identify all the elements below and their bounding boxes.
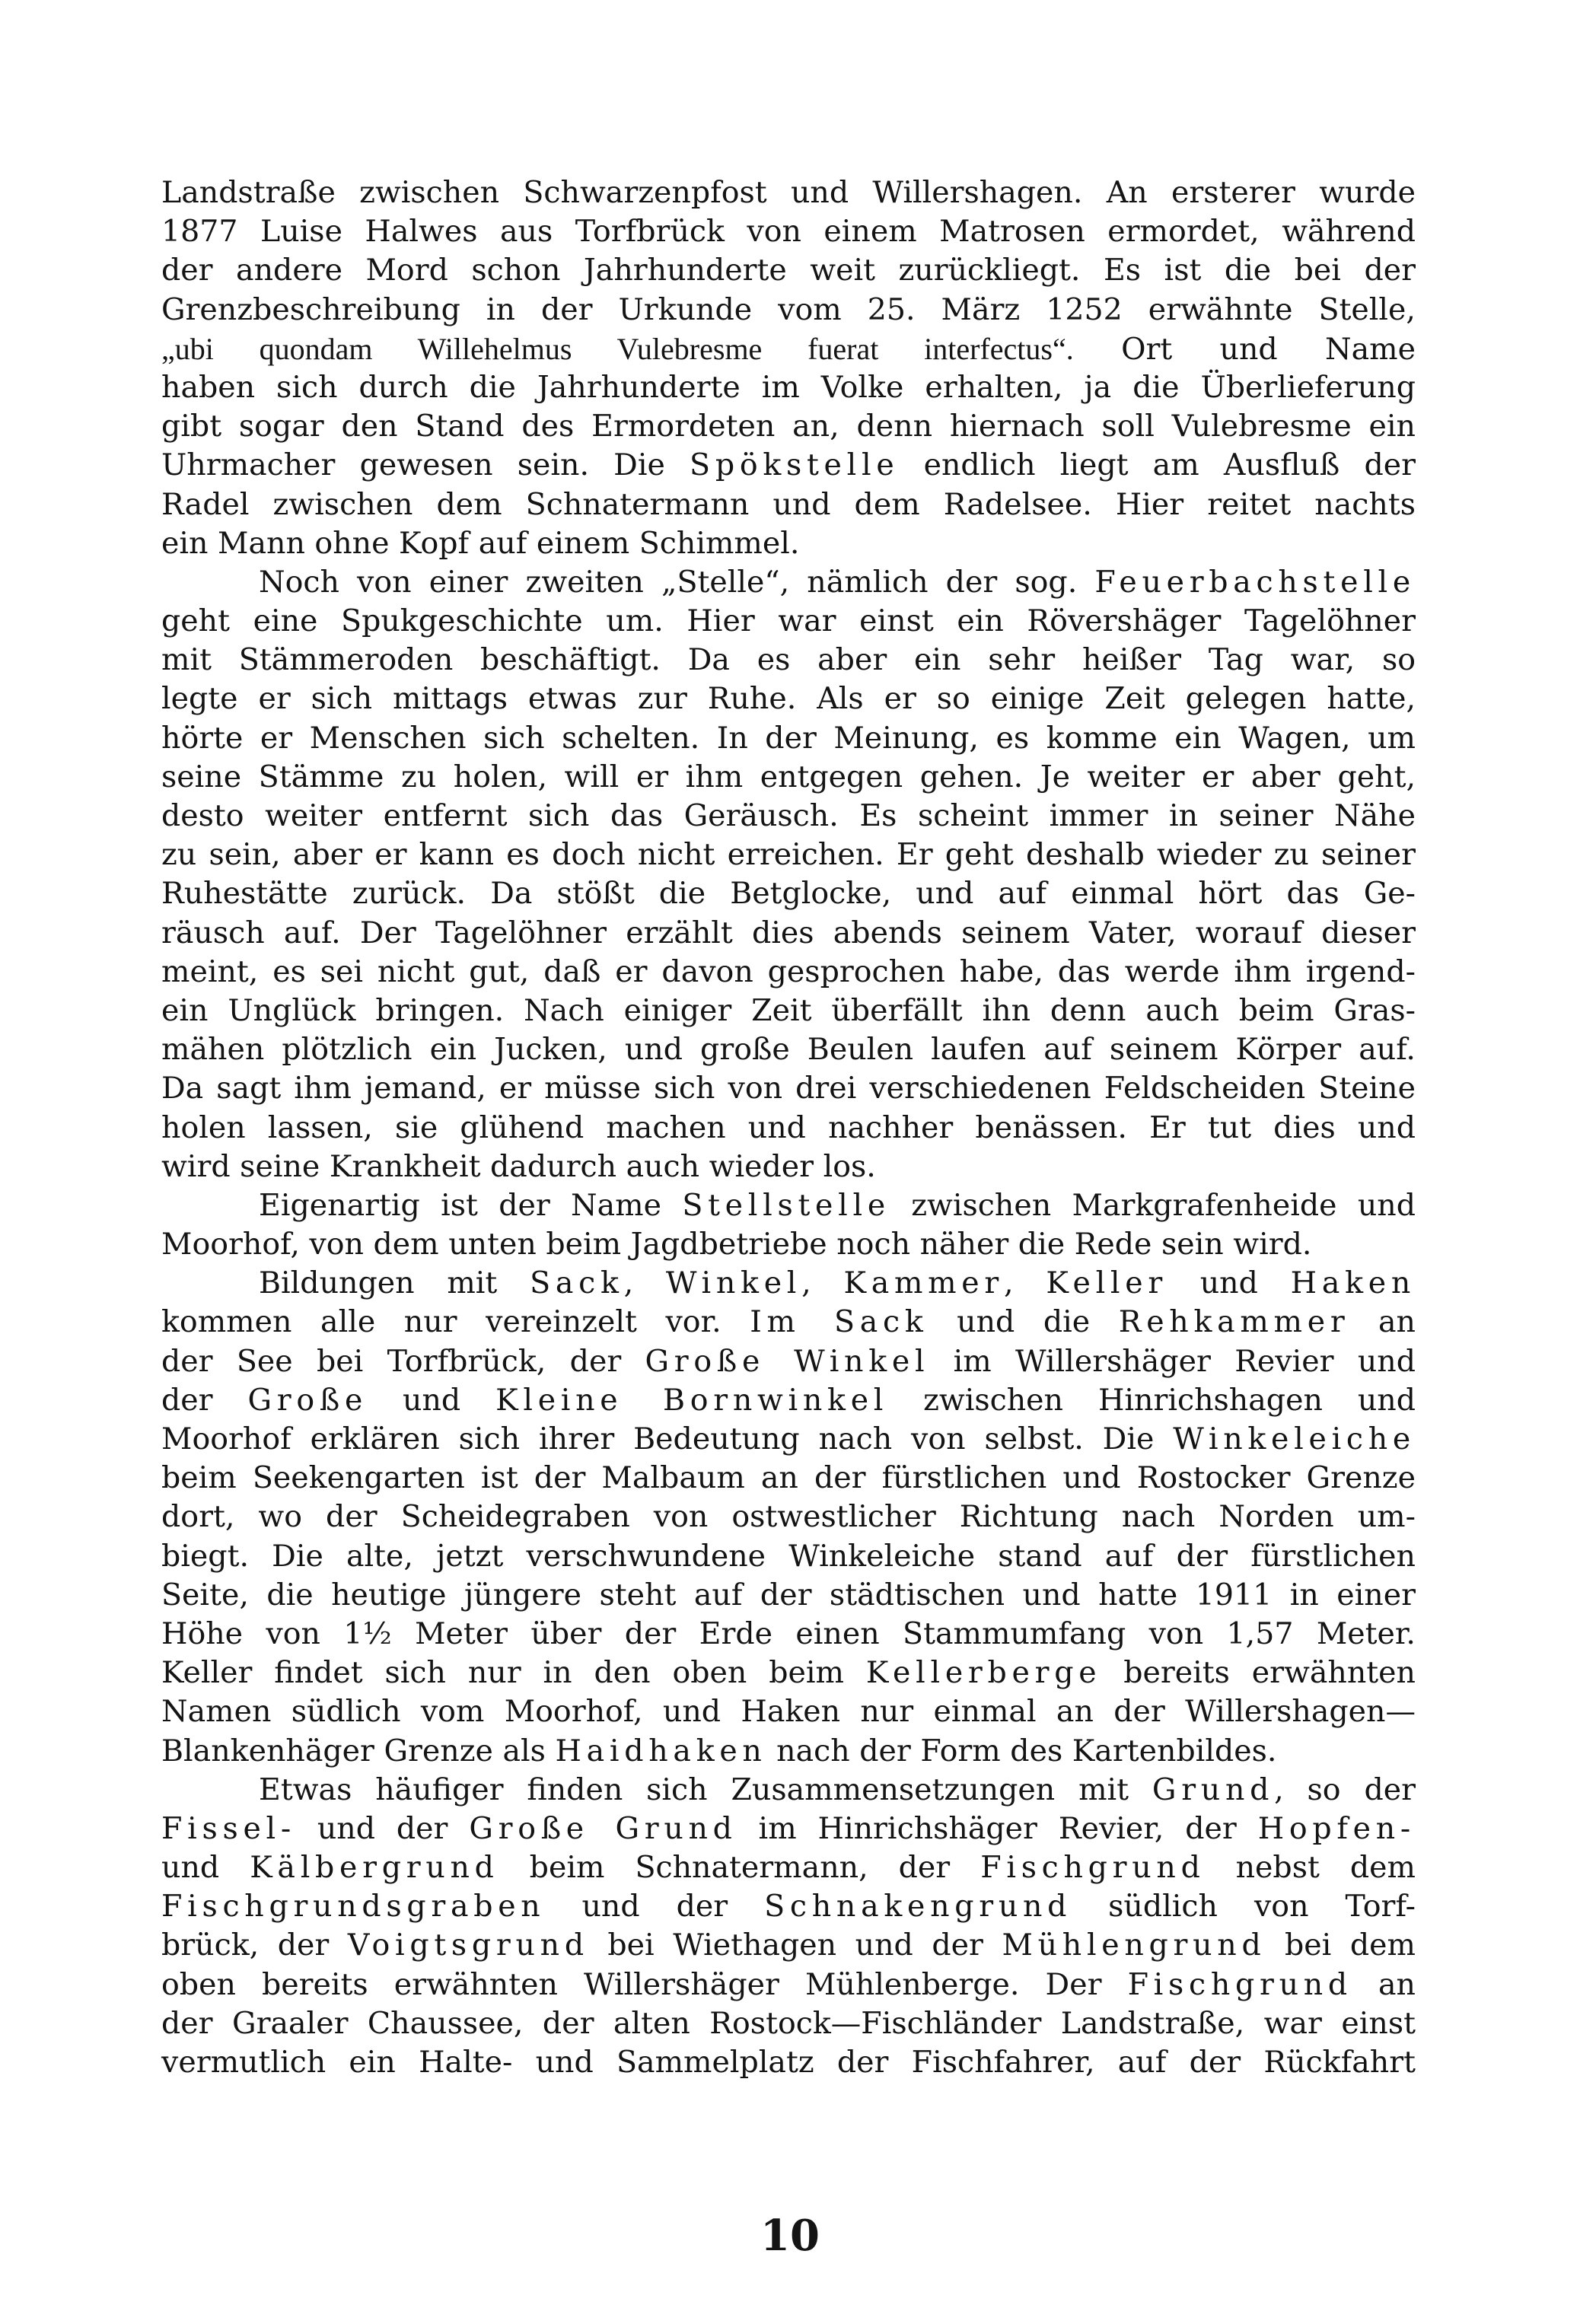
text-line — [161, 1810, 1416, 1848]
text-segment: Keller findet sich nur in den oben beim — [161, 1655, 866, 1691]
text-segment: Noch von einer zweiten „Stelle“, nämlich der sog. — [259, 564, 1095, 600]
text-line — [161, 1148, 1416, 1186]
text-line — [161, 1887, 1416, 1926]
body-text — [161, 174, 1416, 2082]
text-segment: und — [368, 1382, 496, 1418]
text-line — [161, 251, 1416, 290]
text-segment: nach der Form des Kartenbildes. — [766, 1733, 1277, 1768]
text-segment: beim Schnatermann, der — [499, 1850, 981, 1886]
text-segment: 1877 Luise Halwes aus Torfbrück von einem Matrosen ermordet, während — [161, 214, 1416, 250]
text-segment: , — [1004, 1265, 1046, 1301]
text-line — [161, 1186, 1416, 1225]
text-line — [161, 641, 1416, 680]
text-segment: und der — [295, 1810, 470, 1846]
spaced-term: Im Sack — [750, 1304, 929, 1340]
text-segment: ein Unglück bringen. Nach einiger Zeit überfällt ihn denn auch beim Gras- — [161, 992, 1416, 1028]
text-segment: der andere Mord schon Jahrhunderte weit zurückliegt. Es ist die bei der — [161, 253, 1416, 288]
text-line — [161, 953, 1416, 992]
text-segment: und — [1167, 1265, 1291, 1301]
text-line — [161, 1966, 1416, 2004]
text-segment: Etwas häufiger finden sich Zusammensetzungen mit — [259, 1772, 1152, 1807]
spaced-term: Haidhaken — [555, 1733, 767, 1768]
text-segment: im Willershäger Revier und — [929, 1343, 1416, 1379]
text-line — [161, 1069, 1416, 1108]
text-segment: Moorhof, von dem unten beim Jagdbetriebe noch näher die Rede sein wird. — [161, 1227, 1312, 1262]
spaced-term: Große — [247, 1382, 368, 1418]
text-segment: brück, der — [161, 1928, 348, 1963]
text-segment: und die — [928, 1304, 1119, 1340]
text-segment: Moorhof erklären sich ihrer Bedeutung nach von selbst. Die — [161, 1421, 1174, 1456]
spaced-term: Winkeleiche — [1173, 1421, 1416, 1456]
text-segment: , so der — [1274, 1772, 1416, 1807]
text-line — [161, 368, 1416, 407]
text-segment: Bildungen mit — [259, 1265, 530, 1301]
text-line — [161, 212, 1416, 251]
text-line — [161, 1498, 1416, 1536]
text-segment: geht eine Spukgeschichte um. Hier war einst ein Rövershäger Tagelöhner — [161, 603, 1416, 639]
text-segment: bereits erwähnten — [1101, 1655, 1416, 1691]
text-line — [161, 2043, 1416, 2082]
spaced-term: Grund — [1152, 1772, 1275, 1807]
text-line — [161, 1264, 1416, 1303]
text-segment: gibt sogar den Stand des Ermordeten an, denn hiernach soll Vulebresme ein — [161, 409, 1416, 444]
text-segment: und — [161, 1850, 250, 1886]
spaced-term: Fischgrund — [1127, 1966, 1352, 2002]
text-segment: und der — [545, 1889, 765, 1924]
text-segment: meint, es sei nicht gut, daß er davon gesprochen habe, das werde ihm irgend- — [161, 953, 1416, 989]
text-segment: ein Mann ohne Kopf auf einem Schimmel. — [161, 525, 800, 561]
text-line — [161, 407, 1416, 446]
latin-quote: „ubi quondam Willehelmus Vulebresme fuerat interfectus“. — [161, 331, 1074, 366]
spaced-term: Spökstelle — [690, 447, 900, 483]
text-segment: Grenzbeschreibung in der Urkunde vom 25. März 1252 erwähnte Stelle, — [161, 291, 1416, 327]
text-segment: mähen plötzlich ein Jucken, und große Beulen laufen auf seinem Körper auf. — [161, 1032, 1416, 1068]
spaced-term: Rehkammer — [1118, 1304, 1350, 1340]
spaced-term: Sack — [530, 1265, 624, 1301]
text-segment: Ruhestätte zurück. Da stößt die Betglocke, und auf einmal hört das Ge- — [161, 876, 1416, 912]
text-segment: Da sagt ihm jemand, er müsse sich von drei verschiedenen Feldscheiden Steine — [161, 1071, 1416, 1106]
text-line — [161, 1771, 1416, 1810]
spaced-term: Keller — [1046, 1265, 1167, 1301]
spaced-term: Voigtsgrund — [347, 1928, 589, 1963]
text-line — [161, 680, 1416, 718]
text-line — [161, 1303, 1416, 1342]
spaced-term: Große Grund — [469, 1810, 737, 1846]
text-line — [161, 1732, 1416, 1771]
text-segment: kommen alle nur vereinzelt vor. — [161, 1304, 750, 1340]
text-line — [161, 1420, 1416, 1459]
text-line — [161, 1692, 1416, 1731]
spaced-term: Stellstelle — [682, 1187, 890, 1223]
text-line — [161, 914, 1416, 953]
text-line — [161, 329, 1416, 368]
text-line — [161, 524, 1416, 563]
text-segment: an — [1352, 1966, 1416, 2002]
text-line — [161, 446, 1416, 485]
text-segment: zwischen Markgrafenheide und — [890, 1187, 1416, 1223]
text-line — [161, 1459, 1416, 1498]
spaced-term: Hopfen- — [1257, 1810, 1416, 1846]
text-line — [161, 174, 1416, 212]
text-segment: haben sich durch die Jahrhunderte im Volke erhalten, ja die Überlieferung — [161, 369, 1416, 405]
text-segment: Ort und Name — [1073, 331, 1416, 367]
spaced-term: Fischgrundsgraben — [161, 1889, 546, 1924]
spaced-term: Fissel- — [161, 1810, 296, 1846]
text-segment: zu sein, aber er kann es doch nicht erreichen. Er geht deshalb wieder zu seiner — [161, 837, 1416, 873]
text-segment: bei Wiethagen und der — [588, 1928, 1002, 1963]
text-segment: Landstraße zwischen Schwarzenpfost und Willershagen. An ersterer wurde — [161, 175, 1416, 210]
text-segment: wird seine Krankheit dadurch auch wieder los. — [161, 1148, 876, 1184]
text-segment: Eigenartig ist der Name — [259, 1187, 683, 1223]
text-segment: Namen südlich vom Moorhof, und Haken nur einmal an der Willershagen— — [161, 1694, 1416, 1730]
text-segment: mit Stämmeroden beschäftigt. Da es aber ein sehr heißer Tag war, so — [161, 642, 1416, 678]
text-segment: bei dem — [1266, 1928, 1416, 1963]
text-segment: biegt. Die alte, jetzt verschwundene Winkeleiche stand auf der fürstlichen — [161, 1538, 1416, 1574]
spaced-term: Winkel — [665, 1265, 802, 1301]
text-line — [161, 2004, 1416, 2043]
text-segment: südlich von Torf- — [1072, 1889, 1416, 1924]
text-line — [161, 874, 1416, 913]
text-line — [161, 1381, 1416, 1420]
text-segment: Radel zwischen dem Schnatermann und dem Radelsee. Hier reitet nachts — [161, 486, 1416, 522]
text-segment: legte er sich mittags etwas zur Ruhe. Als er so einige Zeit gelegen hatte, — [161, 681, 1416, 717]
text-line — [161, 836, 1416, 874]
spaced-term: Kammer — [843, 1265, 1004, 1301]
text-segment: im Hinrichshäger Revier, der — [737, 1810, 1258, 1846]
page-number: 10 — [760, 2211, 820, 2261]
text-line — [161, 1109, 1416, 1148]
text-segment: Höhe von 1½ Meter über der Erde einen Stammumfang von 1,57 Meter. — [161, 1616, 1416, 1651]
text-line — [161, 1537, 1416, 1576]
text-line — [161, 1225, 1416, 1264]
text-segment: beim Seekengarten ist der Malbaum an der fürstlichen und Rostocker Grenze — [161, 1460, 1416, 1496]
spaced-term: Kälbergrund — [250, 1850, 499, 1886]
spaced-term: Haken — [1290, 1265, 1416, 1301]
text-line — [161, 485, 1416, 524]
text-segment: , — [801, 1265, 844, 1301]
text-line — [161, 758, 1416, 797]
spaced-term: Feuerbachstelle — [1094, 564, 1416, 600]
text-line — [161, 719, 1416, 758]
text-segment: zwischen Hinrichshagen und — [888, 1382, 1416, 1418]
text-line — [161, 1342, 1416, 1381]
text-segment: , — [623, 1265, 666, 1301]
text-segment: Blankenhäger Grenze als — [161, 1733, 556, 1768]
text-segment: holen lassen, sie glühend machen und nachher benässen. Er tut dies und — [161, 1109, 1416, 1145]
text-segment: hörte er Menschen sich schelten. In der Meinung, es komme ein Wagen, um — [161, 720, 1416, 756]
text-line — [161, 1654, 1416, 1692]
text-line — [161, 1615, 1416, 1654]
text-segment: nebst dem — [1205, 1850, 1416, 1886]
text-line — [161, 563, 1416, 602]
text-line — [161, 602, 1416, 641]
spaced-term: Kleine Bornwinkel — [495, 1382, 889, 1418]
text-segment: an — [1349, 1304, 1416, 1340]
spaced-term: Kellerberge — [865, 1655, 1102, 1691]
text-segment: dort, wo der Scheidegraben von ostwestlicher Richtung nach Norden um- — [161, 1499, 1416, 1535]
text-segment: der Graaler Chaussee, der alten Rostock—Fischländer Landstraße, war einst — [161, 2005, 1416, 2041]
spaced-term: Mühlengrund — [1002, 1928, 1266, 1963]
text-segment: Uhrmacher gewesen sein. Die — [161, 447, 690, 483]
text-line — [161, 1926, 1416, 1965]
text-line — [161, 1848, 1416, 1887]
text-line — [161, 797, 1416, 836]
text-line — [161, 992, 1416, 1030]
text-segment: der See bei Torfbrück, der — [161, 1343, 645, 1379]
text-segment: seine Stämme zu holen, will er ihm entgegen gehen. Je weiter er aber geht, — [161, 759, 1416, 794]
text-segment: Seite, die heutige jüngere steht auf der städtischen und hatte 1911 in einer — [161, 1577, 1416, 1612]
text-segment: der — [161, 1382, 248, 1418]
text-line — [161, 1030, 1416, 1069]
spaced-term: Fischgrund — [980, 1850, 1206, 1886]
text-line — [161, 1576, 1416, 1615]
text-segment: endlich liegt am Ausfluß der — [899, 447, 1416, 483]
spaced-term: Schnakengrund — [764, 1889, 1072, 1924]
text-segment: desto weiter entfernt sich das Geräusch. Es scheint immer in seiner Nähe — [161, 798, 1416, 833]
text-line — [161, 291, 1416, 329]
text-segment: vermutlich ein Halte- und Sammelplatz der Fischfahrer, auf der Rückfahrt — [161, 2045, 1416, 2080]
text-segment: räusch auf. Der Tagelöhner erzählt dies abends seinem Vater, worauf dieser — [161, 915, 1416, 950]
text-segment: oben bereits erwähnten Willershäger Mühlenberge. Der — [161, 1966, 1128, 2002]
spaced-term: Große Winkel — [645, 1343, 930, 1379]
